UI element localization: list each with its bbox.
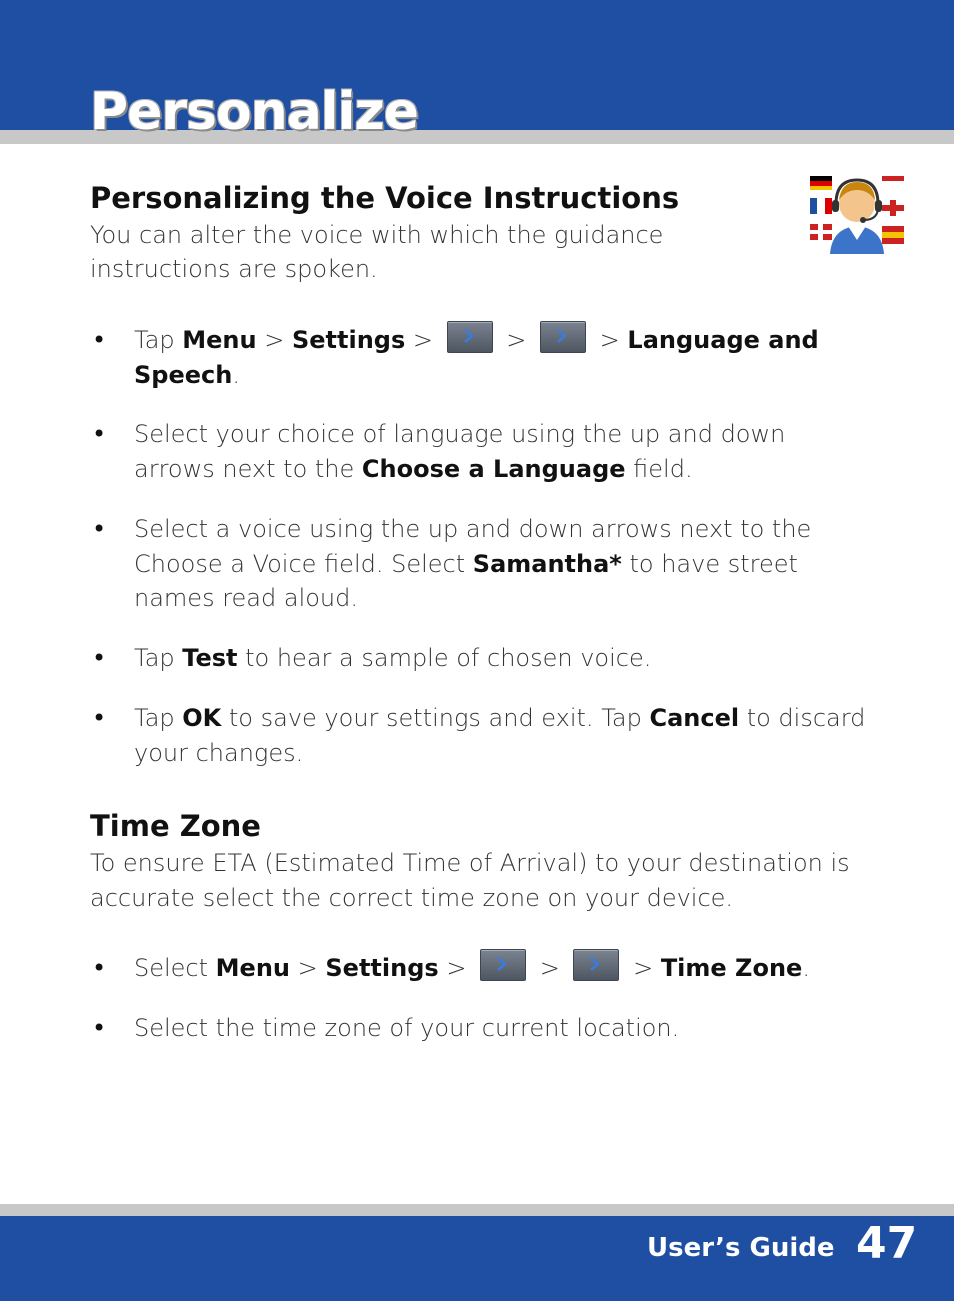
choose-language-label: Choose a Language xyxy=(361,454,626,483)
chevron-right-icon xyxy=(463,328,475,344)
chevron-right-icon xyxy=(556,328,568,344)
voice-intro-line-2: instructions are spoken. xyxy=(90,255,378,283)
page-number: 47 xyxy=(856,1218,918,1269)
section-heading-voice: Personalizing the Voice Instructions xyxy=(90,181,680,215)
page-title: Personalize xyxy=(90,82,418,142)
voice-speaker-flags-icon xyxy=(808,170,906,258)
menu-label: Menu xyxy=(182,326,257,354)
next-arrow-button[interactable] xyxy=(540,321,586,353)
chevron-right-icon xyxy=(496,956,508,972)
timezone-intro-line-2: accurate select the correct time zone on your device. xyxy=(90,884,734,912)
list-item: Select a voice using the up and down arrows next to the Choose a Voice field. Select Samantha* to have street names read aloud. xyxy=(134,515,812,612)
bullet: • xyxy=(92,326,107,354)
language-speech-label: Language and xyxy=(627,326,819,354)
list-item: Select the time zone of your current location. xyxy=(134,1014,680,1042)
bullet: • xyxy=(92,644,107,672)
section-heading-time-zone: Time Zone xyxy=(90,809,261,843)
bullet: • xyxy=(92,515,107,543)
list-item: Select Menu > Settings > > > Time Zone. xyxy=(134,951,894,986)
next-arrow-button[interactable] xyxy=(447,321,493,353)
time-zone-label: Time Zone xyxy=(660,954,803,982)
samantha-label: Samantha* xyxy=(472,549,622,578)
menu-label: Menu xyxy=(215,954,291,982)
bullet: • xyxy=(92,1014,107,1042)
next-arrow-button[interactable] xyxy=(573,949,619,981)
test-label: Test xyxy=(182,644,238,672)
list-item: Tap OK to save your settings and exit. Tap Cancel to discard your changes. xyxy=(134,704,866,767)
list-item: Select your choice of language using the up and down arrows next to the Choose a Language field. xyxy=(134,420,786,483)
next-arrow-button[interactable] xyxy=(480,949,526,981)
bullet: • xyxy=(92,420,107,448)
timezone-intro-line-1: To ensure ETA (Estimated Time of Arrival) to your destination is xyxy=(90,849,850,877)
bullet: • xyxy=(92,954,107,982)
settings-label: Settings xyxy=(325,954,439,982)
list-item: Tap Menu > Settings > > > Language and Speech. xyxy=(134,323,894,392)
bullet: • xyxy=(92,704,107,732)
footer-label: User’s Guide xyxy=(647,1233,835,1263)
list-item: Tap Test to hear a sample of chosen voice. xyxy=(134,644,652,672)
voice-intro-line-1: You can alter the voice with which the guidance xyxy=(90,221,664,249)
ok-label: OK xyxy=(182,704,222,732)
chevron-right-icon xyxy=(589,956,601,972)
footer-stripe xyxy=(0,1204,954,1216)
settings-label: Settings xyxy=(291,326,406,354)
speech-label: Speech xyxy=(134,360,233,389)
cancel-label: Cancel xyxy=(649,704,740,732)
